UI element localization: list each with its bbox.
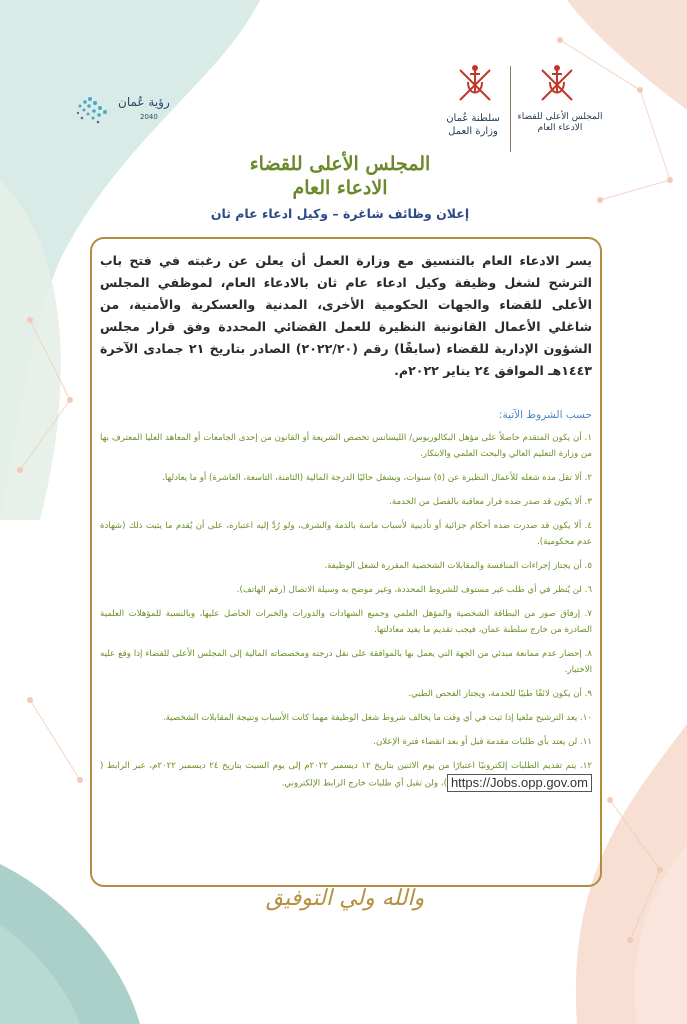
logo-separator: [510, 66, 511, 152]
condition-item: ٣. ألا يكون قد صدر ضده قرار معاقبة بالفصل من الخدمة.: [389, 497, 592, 507]
condition-item: ٦. لن يُنظر في أي طلب غير مستوف للشروط المحددة، وغير موضح به وسيلة الاتصال (رقم الهاتف).: [236, 585, 592, 595]
vision-logo-year: 2040: [140, 113, 158, 121]
condition-item: ٧. إرفاق صور من البطاقة الشخصية والمؤهل العلمي وجميع الشهادات والدورات والخبرات الحاصل عليها، وبالنسبة للمؤهلات العلمية الصادرة من خارج سلطنة عمان، فيجب تقديم ما يفيد معادلتها.: [100, 609, 592, 635]
condition-item: ١. أن يكون المتقدم حاصلاً على مؤهل البكالوريوس/ الليسانس تخصص الشريعة أو القانون من إحدى الجامعات أو المعاهد العليا المعترف بها من وزارة التعليم العالي والبحث العلمي والابتكار.: [100, 433, 592, 459]
council-logo-label: المجلس الأعلى للقضاء الادعاء العام: [517, 112, 603, 133]
closing-calligraphy: والله ولي التوفيق: [265, 886, 425, 911]
ministry-logo-label: سلطنة عُمان وزارة العمل: [446, 113, 500, 137]
conditions-title: حسب الشروط الآتية:: [498, 409, 592, 421]
announcement-heading: [120, 152, 560, 221]
khanjar-emblem-icon: [450, 62, 500, 108]
condition-item: ١١. لن يعتد بأي طلبات مقدمة قبل أو بعد انقضاء فترة الإعلان.: [373, 737, 592, 747]
khanjar-emblem-icon: [530, 62, 584, 108]
condition-item: ٨. إحضار عدم ممانعة مبدئي من الجهة التي يعمل بها بالموافقة على نقل درجته ومخصصاته المالية إلى المجلس الأعلى للقضاء إذا وقع عليه الاختيار.: [100, 649, 592, 675]
prosecution-title: الادعاء العام: [292, 177, 388, 199]
vision-2040-logo-icon: [70, 86, 190, 134]
condition-item: ٤. ألا يكون قد صدرت ضده أحكام جزائية أو تأديبية لأسباب ماسة بالذمة والشرف، ولو رُدَّ إليه اعتباره، على أن يُقدم ما يثبت ذلك (شهادة عدم محكومية).: [100, 521, 592, 547]
condition-item: ٥. أن يجتاز إجراءات المنافسة والمقابلات الشخصية المقررة لشغل الوظيفة.: [324, 561, 592, 571]
condition-12-text-end: )، ولن تقبل أي طلبات خارج الرابط الإلكتروني.: [281, 778, 447, 789]
condition-item-application: [100, 758, 592, 792]
condition-item: ٩. أن يكون لائقًا طبيًا للخدمة، ويجتاز الفحص الطبي.: [408, 689, 592, 699]
conditions-list: [100, 430, 592, 800]
intro-paragraph: يسر الادعاء العام بالتنسيق مع وزارة العمل أن يعلن عن رغبته في فتح باب الترشح لشغل وظيفة وكيل ادعاء عام ثان بالادعاء العام، لموظفي المجلس الأعلى للقضاء والجهات الحكومية الأخرى، المدنية والعسكرية والأمنية، من شاغلي الأعمال القانونية النظيرة للعمل القضائي المحددة وفق قرار مجلس الشؤون الإدارية للقضاء (سابقًا) رقم (٢٠٢٢/٢٠) الصادر بتاريخ ٢١ جمادى الآخرة ١٤٤٣هـ الموافق ٢٤ يناير ٢٠٢٢م.: [100, 253, 592, 378]
condition-item: ٢. ألا تقل مدة شغله للأعمال النظيرة عن (٥) سنوات، ويشغل حاليًا الدرجة المالية (الثامنة، التاسعة، العاشرة) أو ما يعادلها.: [162, 473, 592, 483]
council-title: المجلس الأعلى للقضاء: [249, 153, 431, 175]
condition-12-text-start: ١٢. يتم تقديم الطلبات إلكترونيًا اعتبارًا من يوم الاثنين بتاريخ ١٢ ديسمبر ٢٠٢٢م إلى يوم السبت بتاريخ ٢٤ ديسمبر ٢٠٢٢م، عبر الرابط (: [100, 761, 592, 771]
vacancy-title: إعلان وظائف شاغرة – وكيل ادعاء عام ثان: [210, 206, 470, 221]
condition-item: ١٠. يعد الترشيح ملغيا إذا ثبت في أي وقت ما يخالف شروط شغل الوظيفة مهما كانت الأسباب ونتيجة المقابلات الشخصية.: [162, 713, 592, 723]
vision-logo-text: رؤية عُمان: [118, 95, 170, 109]
jobs-portal-link[interactable]: https://Jobs.opp.gov.om: [447, 774, 592, 792]
